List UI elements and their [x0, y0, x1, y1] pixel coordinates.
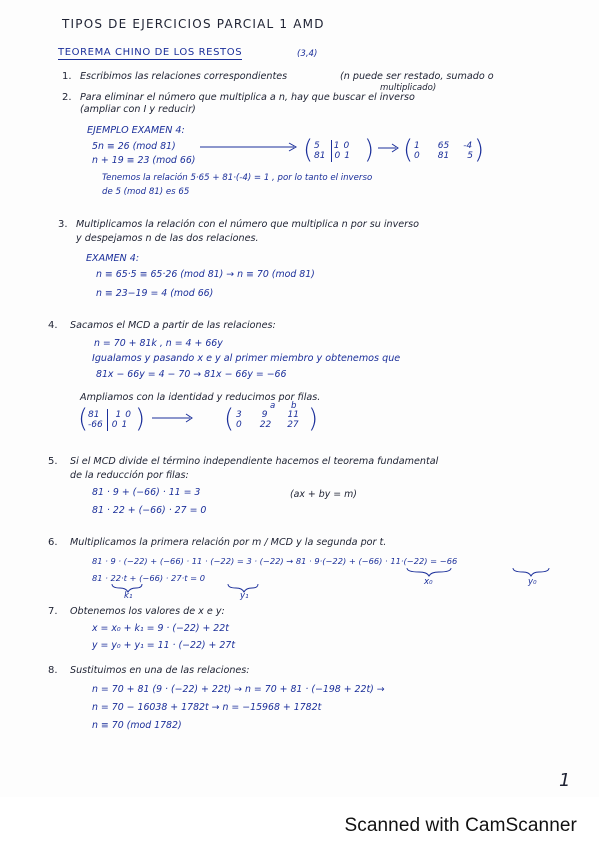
step-2-result-1: Tenemos la relación 5·65 + 81·(-4) = 1 , por lo tanto el inverso	[102, 173, 373, 183]
step-1-number: 1.	[62, 71, 72, 82]
step-2-matrix-a: 5 1 0 81 0 1	[314, 141, 350, 161]
step-2-result-2: de 5 (mod 81) es 65	[102, 187, 190, 197]
step-1-note: (n puede ser restado, sumado o	[340, 71, 494, 82]
step-3-equation-1: n ≡ 65·5 ≡ 65·26 (mod 81) → n ≡ 70 (mod 81)	[96, 269, 315, 280]
step-7-line-1: Obtenemos los valores de x e y:	[70, 606, 225, 617]
step-1-note-2: multiplicado)	[380, 83, 437, 93]
step-5-number: 5.	[48, 456, 58, 467]
step-3-number: 3.	[58, 219, 68, 230]
step-2-equation-1: 5n ≡ 26 (mod 81)	[92, 141, 176, 152]
step-2-matrix-b: 1 65 -4 0 81 5	[414, 141, 473, 161]
section-ref: (3,4)	[297, 49, 318, 59]
underbrace-marks	[110, 582, 310, 604]
step-4-equation-2: 81x − 66y = 4 − 70 → 81x − 66y = −66	[96, 369, 287, 380]
step-5-line-2: de la reducción por filas:	[70, 470, 189, 481]
step-5-line-1: Si el MCD divide el término independiente hacemos el teorema fundamental	[70, 456, 439, 467]
step-4-line-1: Sacamos el MCD a partir de las relaciones:	[70, 320, 276, 331]
document-title: TIPOS DE EJERCICIOS PARCIAL 1 AMD	[62, 17, 325, 31]
page-number: 1	[559, 770, 571, 791]
step-7-equation-1: x = x₀ + k₁ = 9 · (−22) + 22t	[92, 623, 229, 634]
step-4-line-3: Ampliamos con la identidad y reducimos por filas.	[80, 392, 321, 403]
scanner-footer	[0, 797, 599, 848]
matrix-right-paren: )	[364, 135, 375, 165]
step-3-exam-label: EXAMEN 4:	[86, 253, 140, 264]
step-2-example-label: EJEMPLO EXAMEN 4:	[87, 125, 185, 136]
step-2-line-1: Para eliminar el número que multiplica a n, hay que buscar el inverso	[80, 92, 415, 103]
step-4-line-2: Igualamos y pasando x e y al primer miembro y obtenemos que	[92, 353, 401, 364]
arrow-icon	[378, 142, 400, 154]
matrix-divider	[331, 140, 332, 162]
label-x0: x₀	[424, 577, 433, 587]
matrix-left-paren: (	[403, 135, 414, 165]
matrix-divider	[107, 409, 108, 431]
step-2-number: 2.	[62, 92, 72, 103]
matrix-right-paren: )	[474, 135, 485, 165]
matrix-right-paren: )	[135, 404, 146, 434]
step-7-number: 7.	[48, 606, 58, 617]
arrow-icon	[152, 412, 194, 424]
step-4-matrix-a: 81 1 0 -66 0 1	[88, 410, 131, 430]
scanner-watermark-text: Scanned with CamScanner	[344, 815, 577, 836]
matrix-left-paren: (	[78, 404, 89, 434]
step-8-equation-1: n = 70 + 81 (9 · (−22) + 22t) → n = 70 + 81 · (−198 + 22t) →	[92, 684, 385, 695]
step-8-line-1: Sustituimos en una de las relaciones:	[70, 665, 250, 676]
matrix-right-paren: )	[308, 404, 319, 434]
step-5-equation-2: 81 · 22 + (−66) · 27 = 0	[92, 505, 207, 516]
step-5-equation-1: 81 · 9 + (−66) · 11 = 3	[92, 487, 201, 498]
step-8-equation-2: n = 70 − 16038 + 1782t → n = −15968 + 1782t	[92, 702, 322, 713]
step-6-equation-2: 81 · 22·t + (−66) · 27·t = 0	[92, 573, 205, 583]
step-2-equation-2: n + 19 ≡ 23 (mod 66)	[92, 155, 196, 166]
step-8-number: 8.	[48, 665, 58, 676]
step-3-line-2: y despejamos n de las dos relaciones.	[76, 233, 259, 244]
step-4-matrix-b: 3 9 11 0 22 27	[236, 410, 299, 430]
step-4-number: 4.	[48, 320, 58, 331]
step-6-equation-1: 81 · 9 · (−22) + (−66) · 11 · (−22) = 3 · (−22) → 81 · 9·(−22) + (−66) · 11·(−22) = −66	[92, 556, 458, 566]
arrow-icon	[200, 140, 300, 152]
step-6-number: 6.	[48, 537, 58, 548]
step-4-mark-a: a	[270, 401, 276, 411]
matrix-left-paren: (	[303, 135, 314, 165]
step-6-line-1: Multiplicamos la primera relación por m / MCD y la segunda por t.	[70, 537, 387, 548]
label-y1: y₁	[240, 591, 249, 601]
section-title: TEOREMA CHINO DE LOS RESTOS	[58, 47, 243, 58]
step-2-line-2: (ampliar con I y reducir)	[80, 104, 196, 115]
step-3-equation-2: n ≡ 23−19 = 4 (mod 66)	[96, 288, 214, 299]
step-1-text: Escribimos las relaciones correspondientes	[80, 71, 288, 82]
matrix-left-paren: (	[224, 404, 235, 434]
step-8-equation-3: n ≡ 70 (mod 1782)	[92, 720, 182, 731]
step-4-equation-1: n = 70 + 81k , n = 4 + 66y	[94, 338, 223, 349]
step-3-line-1: Multiplicamos la relación con el número que multiplica n por su inverso	[76, 219, 419, 230]
label-y0: y₀	[528, 577, 537, 587]
step-4-mark-b: b	[291, 401, 297, 411]
step-5-form: (ax + by = m)	[290, 489, 357, 500]
step-7-equation-2: y = y₀ + y₁ = 11 · (−22) + 27t	[92, 640, 235, 651]
label-k1: k₁	[124, 591, 133, 601]
